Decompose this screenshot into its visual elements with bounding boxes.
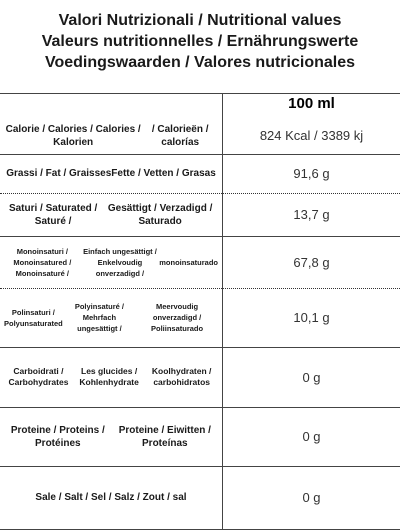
table-row-label-carbohydrates: Carboidrati / Carbohydrates Les glucides / Kohlenhydrate Koolhydraten / carbohidratos [8,365,212,387]
table-row-value-carbohydrates: 0 g [302,369,321,385]
table-row-value-monounsaturated: 67,8 g [293,254,330,270]
table-row-value-salt: 0 g [302,490,321,505]
table-row-value-fat: 91,6 g [293,166,330,181]
column-header-100ml: 100 ml [288,95,335,112]
table-row-value-calories: 824 Kcal / 3389 kj [259,128,364,143]
table-row-label-calories: Calorie / Calories / Calories / Kalorien / Calorieën / calorías [5,123,209,148]
table-row-label-salt: Sale / Salt / Sel / Salz / Zout / sal [35,492,187,503]
title-line-3: Voedingswaarden / Valores nutricionales [44,54,356,71]
title-line-1: Valori Nutrizionali / Nutritional values [58,12,342,29]
title-line-2: Valeurs nutritionnelles / Ernährungswerte [41,33,359,50]
table-row-label-proteins: Proteine / Proteins / Protéines Proteine / Eiwitten / Proteínas [10,424,211,449]
table-row-label-monounsaturated: Monoinsaturi / Monoinsatured / Monoinsaturé / Einfach ungesättigt / Enkelvoudig onverzadigd / monoinsaturado [13,246,218,278]
table-row-value-polyunsaturated: 10,1 g [293,310,330,325]
table-row-label-polyunsaturated: Polinsaturi / Polyunsaturated Polyinsaturé / Mehrfach ungesättigt / Meervoudig onverzadigd / Poliinsaturado [4,302,204,333]
table-row-label-saturated: Saturi / Saturated / Saturé / Gesättigt / Verzadigd / Saturado [8,202,213,227]
table-row-value-saturated: 13,7 g [293,207,330,222]
table-row-value-proteins: 0 g [302,429,321,444]
table-row-label-fat: Grassi / Fat / Graisses Fette / Vetten / Grasas [6,168,216,179]
nutrition-title [0,10,400,73]
table-top-border [0,93,400,94]
